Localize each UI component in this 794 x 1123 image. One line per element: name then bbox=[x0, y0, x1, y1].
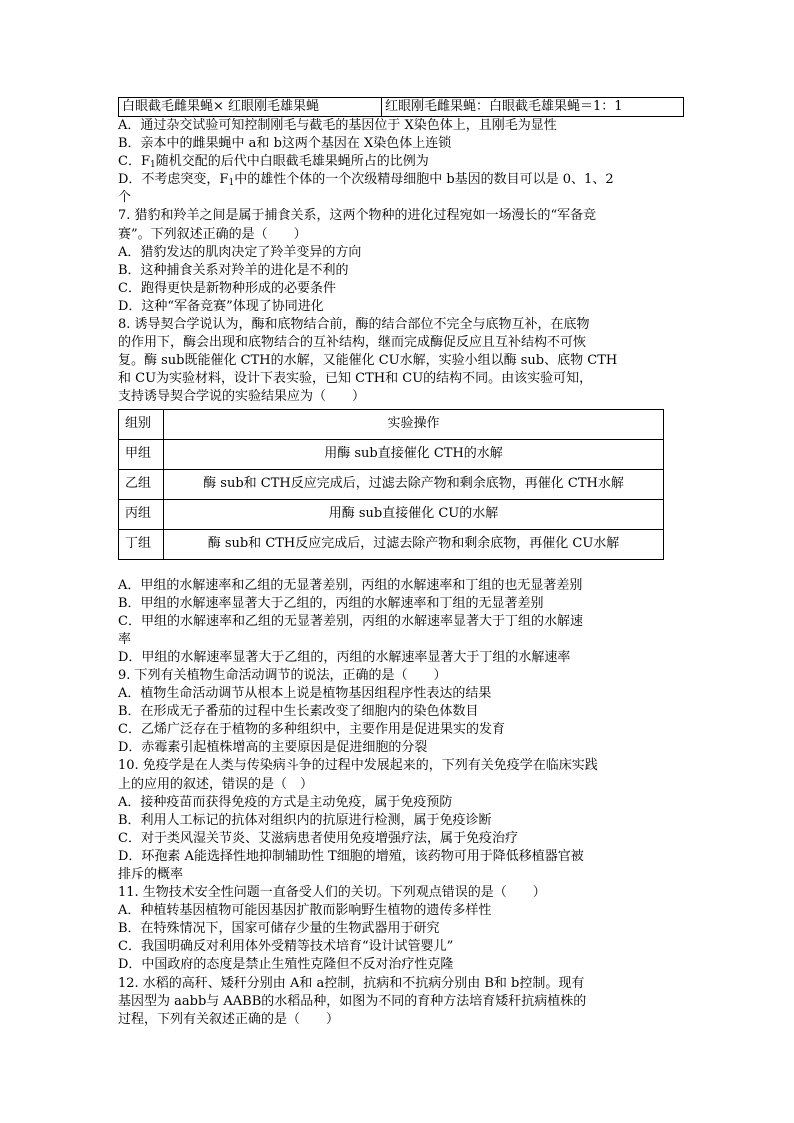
q9-stem: 9. 下列有关植物生命活动调节的说法，正确的是（ ） bbox=[118, 667, 447, 683]
q6-option-c bbox=[118, 153, 684, 171]
q6-c-subscript: 1 bbox=[149, 160, 156, 171]
q8-stem-line-5: 支持诱导契合学说的实验结果应为（ ） bbox=[118, 389, 366, 405]
q6-d-text: 中的雄性个体的一个次级精母细胞中 b基因的数目可以是 0、1、2 bbox=[234, 172, 614, 188]
question-7 bbox=[118, 207, 684, 316]
cross-result-table bbox=[118, 97, 684, 117]
row-operation: 酶 sub和 CTH反应完成后，过滤去除产物和剩余底物，再催化 CU水解 bbox=[164, 529, 664, 559]
question-9 bbox=[118, 667, 684, 757]
row-operation: 用酶 sub直接催化 CTH的水解 bbox=[164, 439, 664, 469]
q8-stem-line-4: 和 CU为实验材料，设计下表实验，已知 CTH和 CU的结构不同。由该实验可知， bbox=[118, 371, 593, 387]
q12-stem-line-3: 过程，下列有关叙述正确的是（ ） bbox=[118, 1011, 340, 1027]
q6-option-b: B．亲本中的雌果蝇中 a和 b这两个基因在 X染色体上连锁 bbox=[118, 136, 452, 152]
row-operation: 用酶 sub直接催化 CU的水解 bbox=[164, 499, 664, 529]
q11-option-b: B．在特殊情况下，国家可储存少量的生物武器用于研究 bbox=[118, 921, 440, 937]
q7-stem-line-1: 7. 猎豹和羚羊之间是属于捕食关系，这两个物种的进化过程宛如一场漫长的“军备竞 bbox=[118, 208, 597, 224]
q7-option-d: D．这种“军备竞赛”体现了协同进化 bbox=[118, 298, 324, 314]
row-operation: 酶 sub和 CTH反应完成后，过滤去除产物和剩余底物，再催化 CTH水解 bbox=[164, 469, 664, 499]
q6-c-text: 随机交配的后代中白眼截毛雄果蝇所占的比例为 bbox=[155, 154, 429, 170]
q12-stem-line-2: 基因型为 aabb与 AABB的水稻品种，如图为不同的育种方法培育矮秆抗病植株的 bbox=[118, 993, 587, 1009]
question-12 bbox=[118, 975, 684, 1029]
q7-stem-line-2: 赛”。下列叙述正确的是（ ） bbox=[118, 226, 307, 242]
q8-stem-line-1: 8. 诱导契合学说认为，酶和底物结合前，酶的结合部位不完全与底物互补，在底物 bbox=[118, 317, 590, 333]
q11-stem: 11. 生物技术安全性问题一直备受人们的关切。下列观点错误的是（ ） bbox=[118, 885, 546, 901]
table-row bbox=[119, 529, 664, 559]
table-header-row bbox=[119, 409, 664, 439]
exam-page bbox=[118, 97, 684, 1029]
q6-c-prefix: C．F bbox=[118, 154, 150, 170]
q8-stem-line-3: 复。酶 sub既能催化 CTH的水解，又能催化 CU水解，实验小组以酶 sub、底物 CTH bbox=[118, 353, 618, 369]
cross-offspring-cell: 红眼刚毛雌果蝇：白眼截毛雄果蝇＝1：1 bbox=[382, 98, 684, 117]
q10-option-d-continued: 排斥的概率 bbox=[118, 867, 184, 882]
q7-option-b: B．这种捕食关系对羚羊的进化是不利的 bbox=[118, 262, 349, 278]
cross-parents-cell: 白眼截毛雌果蝇× 红眼刚毛雄果蝇 bbox=[119, 98, 382, 117]
q9-option-b: B．在形成无子番茄的过程中生长素改变了细胞内的染色体数目 bbox=[118, 704, 479, 720]
q8-option-b: B．甲组的水解速率显著大于乙组的，丙组的水解速率和丁组的无显著差别 bbox=[118, 595, 544, 611]
q11-option-d: D．中国政府的态度是禁止生殖性克隆但不反对治疗性克隆 bbox=[118, 957, 454, 973]
question-10 bbox=[118, 757, 684, 884]
row-group: 甲组 bbox=[119, 439, 164, 469]
q6-option-a: A．通过杂交试验可知控制刚毛与截毛的基因位于 X染色体上，且刚毛为显性 bbox=[118, 118, 557, 133]
q8-option-c: C．甲组的水解速率和乙组的无显著差别，丙组的水解速率显著大于丁组的水解速 bbox=[118, 613, 583, 629]
q10-option-a: A．接种疫苗而获得免疫的方式是主动免疫，属于免疫预防 bbox=[118, 794, 453, 810]
q8-stem-line-2: 的作用下，酶会出现和底物结合的互补结构，继而完成酶促反应且互补结构不可恢 bbox=[118, 335, 587, 351]
q12-stem-line-1: 12. 水稻的高秆、矮秆分别由 A和 a控制，抗病和不抗病分别由 B和 b控制。现有 bbox=[118, 975, 585, 991]
q11-option-c: C．我国明确反对利用体外受精等技术培育“设计试管婴儿” bbox=[118, 939, 454, 955]
table-row bbox=[119, 439, 664, 469]
row-group: 丁组 bbox=[119, 529, 164, 559]
q10-stem-line-1: 10. 免疫学是在人类与传染病斗争的过程中发展起来的，下列有关免疫学在临床实践 bbox=[118, 758, 598, 774]
q10-option-b: B．利用人工标记的抗体对组织内的抗原进行检测，属于免疫诊断 bbox=[118, 812, 492, 828]
q7-option-c: C．跑得更快是新物种形成的必要条件 bbox=[118, 280, 336, 296]
q10-option-c: C．对于类风湿关节炎、艾滋病患者使用免疫增强疗法，属于免疫治疗 bbox=[118, 830, 518, 846]
q11-option-a: A．种植转基因植物可能因基因扩散而影响野生植物的遗传多样性 bbox=[118, 903, 492, 919]
q8-option-c-continued: 率 bbox=[118, 631, 132, 647]
q8-option-d: D．甲组的水解速率显著大于乙组的，丙组的水解速率显著大于丁组的水解速率 bbox=[118, 649, 571, 665]
row-group: 乙组 bbox=[119, 469, 164, 499]
question-8 bbox=[118, 316, 684, 667]
question-6-options bbox=[118, 117, 684, 207]
experiment-table bbox=[118, 409, 664, 560]
q6-option-d-continued: 个 bbox=[118, 190, 132, 206]
q10-option-d: D．环孢素 A能选择性地抑制辅助性 T细胞的增殖，该药物可用于降低移植器官被 bbox=[118, 848, 584, 864]
question-11 bbox=[118, 884, 684, 974]
q10-stem-line-2: 上的应用的叙述，错误的是（ ） bbox=[118, 776, 314, 792]
header-operation: 实验操作 bbox=[164, 409, 664, 439]
q6-option-d bbox=[118, 171, 684, 189]
q7-option-a: A．猎豹发达的肌肉决定了羚羊变异的方向 bbox=[118, 244, 362, 260]
q8-option-a: A．甲组的水解速率和乙组的无显著差别，丙组的水解速率和丁组的也无显著差别 bbox=[118, 577, 583, 593]
row-group: 丙组 bbox=[119, 499, 164, 529]
header-group: 组别 bbox=[119, 409, 164, 439]
table-row bbox=[119, 499, 664, 529]
q9-option-c: C．乙烯广泛存在于植物的多种组织中，主要作用是促进果实的发育 bbox=[118, 722, 505, 738]
q9-option-d: D．赤霉素引起植株增高的主要原因是促进细胞的分裂 bbox=[118, 740, 428, 756]
q6-d-subscript: 1 bbox=[228, 178, 235, 189]
q6-d-prefix: D．不考虑突变，F bbox=[118, 172, 229, 188]
q9-option-a: A．植物生命活动调节从根本上说是植物基因组程序性表达的结果 bbox=[118, 686, 492, 702]
table-row bbox=[119, 469, 664, 499]
